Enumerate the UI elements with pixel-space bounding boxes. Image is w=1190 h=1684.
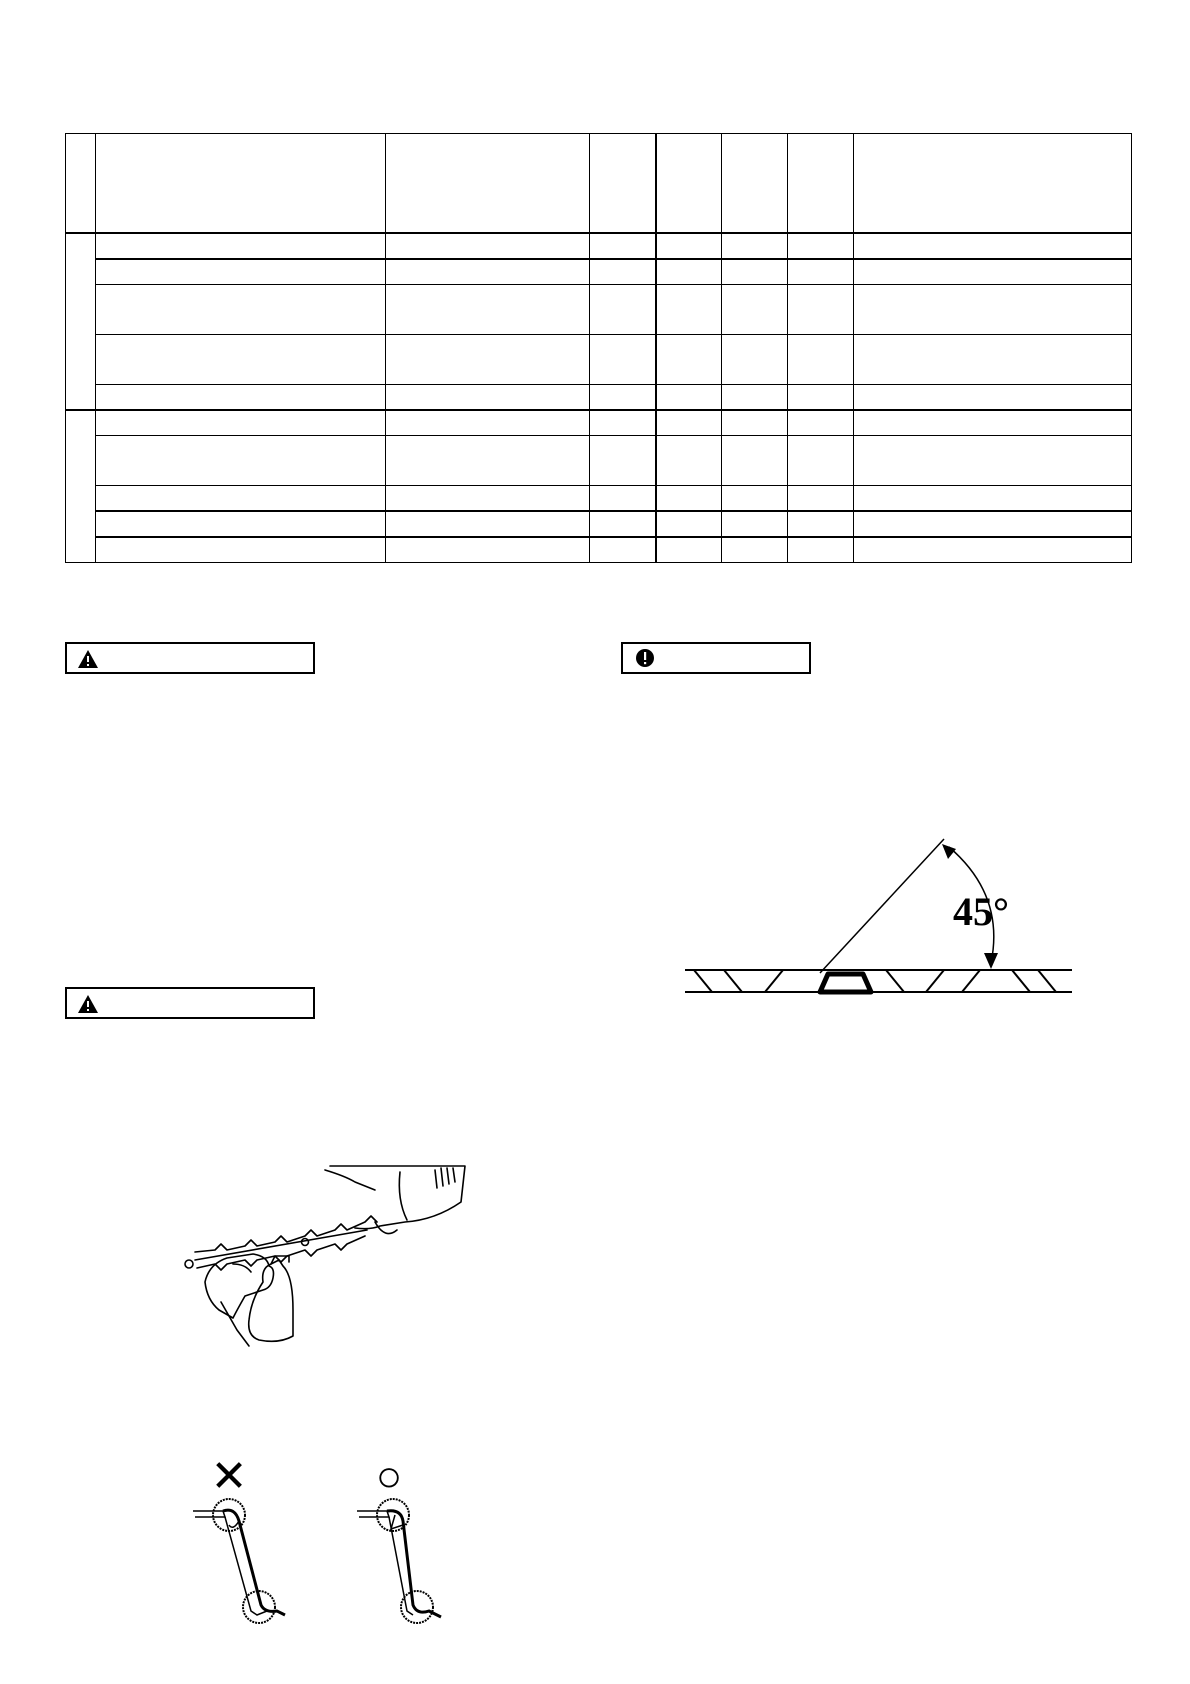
table-cell — [96, 435, 386, 485]
table-cell — [722, 537, 788, 563]
table-cell — [386, 485, 590, 511]
cutter-comparison-figure — [185, 1455, 475, 1630]
table-cell — [656, 259, 722, 285]
table-row — [66, 384, 1132, 410]
table-cell — [96, 284, 386, 334]
table-cell — [854, 511, 1132, 537]
table-cell — [722, 334, 788, 384]
table-row — [66, 259, 1132, 285]
table-cell — [854, 435, 1132, 485]
table-cell — [590, 410, 656, 436]
table-cell — [788, 134, 854, 233]
table-cell — [590, 485, 656, 511]
table-cell — [788, 233, 854, 259]
maintenance-table — [65, 133, 1132, 563]
table-cell — [722, 384, 788, 410]
table-cell — [590, 233, 656, 259]
table-cell — [854, 233, 1132, 259]
table-cell — [386, 410, 590, 436]
table-cell — [854, 134, 1132, 233]
important-label — [621, 642, 811, 674]
table-cell — [96, 384, 386, 410]
table-cell — [96, 134, 386, 233]
table-cell — [386, 233, 590, 259]
table-row — [66, 485, 1132, 511]
table-row — [66, 334, 1132, 384]
table-cell — [386, 511, 590, 537]
warning-triangle-icon — [77, 994, 99, 1014]
table-group-cell — [66, 233, 96, 410]
table-cell — [722, 485, 788, 511]
table-cell — [656, 134, 722, 233]
table-cell — [854, 284, 1132, 334]
table-row — [66, 233, 1132, 259]
table-cell — [788, 334, 854, 384]
table-group-cell — [66, 410, 96, 563]
table-cell — [854, 410, 1132, 436]
table-cell — [788, 485, 854, 511]
table-cell — [386, 284, 590, 334]
table-cell — [854, 384, 1132, 410]
table-cell — [656, 537, 722, 563]
table-cell — [854, 537, 1132, 563]
table-cell — [96, 410, 386, 436]
table-cell — [96, 233, 386, 259]
table-cell — [590, 511, 656, 537]
table-row — [66, 435, 1132, 485]
table-cell — [854, 259, 1132, 285]
wrong-symbol: ✕ — [210, 1455, 248, 1501]
warning-label-2 — [65, 987, 315, 1019]
table-cell — [66, 134, 96, 233]
table-cell — [722, 435, 788, 485]
table-cell — [96, 537, 386, 563]
table-cell — [96, 511, 386, 537]
correct-symbol: ○ — [375, 1455, 403, 1501]
table-cell — [386, 384, 590, 410]
table-cell — [722, 233, 788, 259]
table-cell — [656, 435, 722, 485]
table-cell — [788, 410, 854, 436]
table-cell — [788, 284, 854, 334]
table-cell — [788, 511, 854, 537]
table-cell — [722, 410, 788, 436]
table-cell — [386, 134, 590, 233]
table-cell — [590, 334, 656, 384]
table-cell — [722, 134, 788, 233]
table-cell — [656, 284, 722, 334]
table-cell — [96, 259, 386, 285]
table-cell — [656, 485, 722, 511]
table-cell — [722, 511, 788, 537]
table-cell — [656, 334, 722, 384]
table-cell — [788, 435, 854, 485]
table-cell — [386, 259, 590, 285]
table-cell — [854, 334, 1132, 384]
table-cell — [788, 259, 854, 285]
blade-angle-figure — [680, 835, 1080, 1005]
table-cell — [96, 485, 386, 511]
table-row — [66, 284, 1132, 334]
table-row — [66, 410, 1132, 436]
table-cell — [722, 284, 788, 334]
table-cell — [656, 233, 722, 259]
table-cell — [590, 134, 656, 233]
table-cell — [386, 334, 590, 384]
warning-triangle-icon — [77, 649, 99, 669]
table-header-row — [66, 134, 1132, 233]
exclamation-circle-icon — [635, 648, 655, 668]
angle-label: 45° — [953, 889, 1009, 934]
table-cell — [788, 384, 854, 410]
table-cell — [590, 284, 656, 334]
table-cell — [656, 410, 722, 436]
hands-spraying-blade-icon — [175, 1160, 475, 1350]
table-cell — [590, 384, 656, 410]
warning-label-1 — [65, 642, 315, 674]
table-cell — [386, 435, 590, 485]
table-cell — [854, 485, 1132, 511]
table-row — [66, 537, 1132, 563]
table-cell — [722, 259, 788, 285]
table-row — [66, 511, 1132, 537]
table-cell — [590, 435, 656, 485]
table-cell — [656, 384, 722, 410]
table-cell — [788, 537, 854, 563]
table-cell — [386, 537, 590, 563]
table-cell — [590, 537, 656, 563]
table-cell — [96, 334, 386, 384]
table-cell — [656, 511, 722, 537]
table-cell — [590, 259, 656, 285]
